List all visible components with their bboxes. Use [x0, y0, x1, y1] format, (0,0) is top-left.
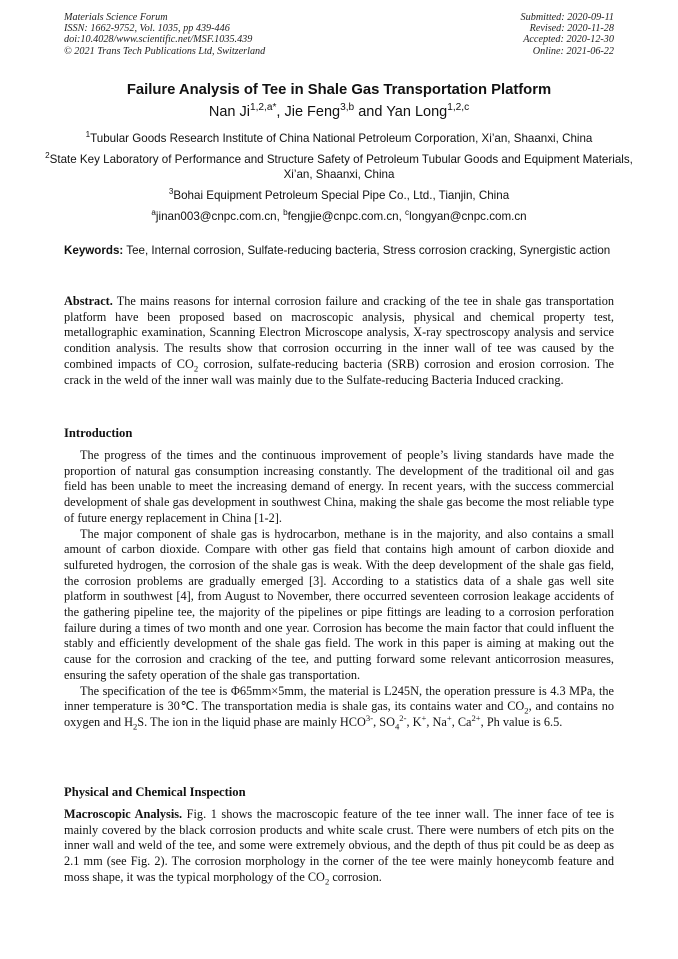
text-run: , SO [373, 714, 395, 729]
section-heading-physical: Physical and Chemical Inspection [64, 785, 246, 799]
author-list [0, 104, 678, 120]
keywords [64, 243, 614, 258]
paragraph [64, 684, 614, 731]
subscript: 2 [193, 363, 199, 374]
email-link[interactable]: longyan@cnpc.com.cn [409, 210, 527, 223]
text-run: , Ca [451, 714, 472, 729]
affiliation-text: State Key Laboratory of Performance and Structure Safety of Petroleum Tubular Goods and Equipment Materials, Xi’an, Shaanxi, China [49, 153, 633, 181]
doi: doi:10.4028/www.scientific.net/MSF.1035.439 [64, 34, 253, 46]
abstract [64, 294, 614, 388]
keywords-label: Keywords: [64, 244, 124, 257]
paragraph: The progress of the times and the continuous improvement of people’s living standards have made the proportion of natural gas consumption increasing constantly. The development of the traditional oil and gas field has been unable to meet the increasing demand of energy. In recent years, with the success commercial development of shale gas development in southwest China, making the shale gas become the most reliable type of future energy replacement in China [1-2]. [64, 448, 614, 525]
text-run: corrosion. [329, 869, 382, 884]
text-run: S. The ion in the liquid phase are mainly HCO [137, 714, 366, 729]
author-affiliation-mark: 1,2,c [447, 102, 470, 114]
copyright: © 2021 Trans Tech Publications Ltd, Switzerland [64, 45, 266, 57]
subsection-label: Macroscopic Analysis. [64, 807, 183, 821]
macroscopic-analysis [64, 807, 614, 886]
subscript: 4 [394, 721, 400, 732]
email-link[interactable]: fengjie@cnpc.com.cn, [287, 210, 406, 223]
paragraph: The major component of shale gas is hydrocarbon, methane is in the majority, and also contains a small amount of carbon dioxide. Compare with other gas field that contains high amount of carbon dioxide and sulfureted hydrogen, the corrosion of the shale gas is weak. With the deep development of the shale gas field, the corrosion problems are gradually emerged [3]. According to a statistics data of a shale gas well site platform in southwest [4], from August to November, there occurred seventeen corrosion leakage accidents of the gathering pipeline tee, the majority of the pipelines or pipe fittings are leading to a corrosion perforation failure during a times of two month and one year. Corrosion has become the main factor that could influent the stably and efficiently development of the shale gas field. The work in this paper is aiming at making out the cause for the corrosion and cracking of the tee, and putting forward some relevant anticorrosion measures, ensuring the safety operation of the shale gas transportation. [64, 526, 614, 682]
email-mark: b [283, 208, 288, 218]
superscript: 3- [365, 712, 374, 723]
author-separator: , [276, 104, 285, 120]
dates-info [414, 12, 614, 57]
abstract-text: corrosion, sulfate-reducing bacteria (SRB) corrosion and erosion corrosion. The crack in the weld of the inner wall was mainly due to the Sulfate-reducing Bacteria Induced cracking. [64, 356, 614, 387]
affiliation-text: Bohai Equipment Petroleum Special Pipe Co., Ltd., Tianjin, China [173, 189, 510, 202]
introduction-body [64, 448, 614, 731]
text-run: , Na [426, 714, 447, 729]
text-run: Fig. 1 shows the macroscopic feature of the tee inner wall. The inner face of tee is mainly covered by the black corrosion products and white scale crust. There were numbers of etch pits on the inner wall and weld of the tee, and some were extremely obvious, and the depth of thus pit could be as deep as 2.1 mm (see Fig. 2). The corrosion morphology in the corner of the tee were mainly honeycomb feature and moss shape, it was the typical morphology of the CO [64, 807, 614, 884]
author-affiliation-mark: 3,b [340, 102, 355, 114]
author-name: Yan Long [386, 104, 448, 120]
author-affiliation-mark: 1,2,a* [249, 102, 277, 114]
affiliation-text: Tubular Goods Research Institute of China National Petroleum Corporation, Xi’an, Shaanxi, China [90, 132, 593, 145]
email-mark: a [151, 208, 156, 218]
affiliation-mark: 1 [85, 130, 91, 140]
submitted-date: Submitted: 2020-09-11 [520, 12, 614, 23]
text-run: , Ph value is 6.5. [480, 714, 563, 729]
online-date: Online: 2021-06-22 [532, 45, 614, 57]
abstract-label: Abstract. [64, 294, 113, 308]
subscript: 2 [524, 705, 529, 716]
text-run: The specification of the tee is Φ65mm×5mm, the material is L245N, the operation pressure is 4.3 MPa, the inner temperature is 30℃. The transportation media is shale gas, its contains water and CO [64, 683, 614, 714]
author-name: Jie Feng [284, 104, 341, 120]
section-heading-introduction: Introduction [64, 426, 133, 440]
affiliation-2 [40, 152, 638, 182]
revised-date: Revised: 2020-11-28 [529, 23, 614, 35]
abstract-text: The mains reasons for internal corrosion failure and cracking of the tee in shale gas transportation platform have been proposed based on macroscopic analysis, physical and chemical property test, metallographic examination, Scanning Electron Microscope analysis, X-ray spectroscopy analysis and service condition analysis. The results show that corrosion occurring in the inner wall of tee was caused by the combined impacts of CO [64, 294, 614, 371]
superscript: + [446, 712, 452, 723]
affiliation-mark: 3 [168, 187, 174, 197]
author-emails [40, 209, 638, 224]
text-run: , and contains no oxygen and H [64, 699, 614, 729]
subscript: 2 [324, 876, 330, 887]
keywords-text: Tee, Internal corrosion, Sulfate-reducing bacteria, Stress corrosion cracking, Synergistic action [123, 244, 611, 257]
email-mark: c [405, 208, 410, 218]
issn-volume: ISSN: 1662-9752, Vol. 1035, pp 439-446 [64, 23, 230, 35]
author-separator: and [354, 104, 387, 120]
affiliation-mark: 2 [45, 151, 50, 161]
email-link[interactable]: jinan003@cnpc.com.cn, [155, 210, 284, 223]
subscript: 2 [132, 721, 138, 732]
text-run: , K [406, 714, 422, 729]
affiliation-3 [40, 188, 638, 203]
affiliation-1 [40, 131, 638, 146]
author-name: Nan Ji [208, 104, 250, 120]
journal-name: Materials Science Forum [64, 12, 168, 23]
paper-title: Failure Analysis of Tee in Shale Gas Transportation Platform [126, 82, 552, 98]
superscript: 2+ [471, 712, 481, 723]
superscript: 2- [399, 712, 407, 723]
superscript: + [421, 712, 427, 723]
journal-info [64, 12, 364, 57]
accepted-date: Accepted: 2020-12-30 [523, 34, 614, 46]
